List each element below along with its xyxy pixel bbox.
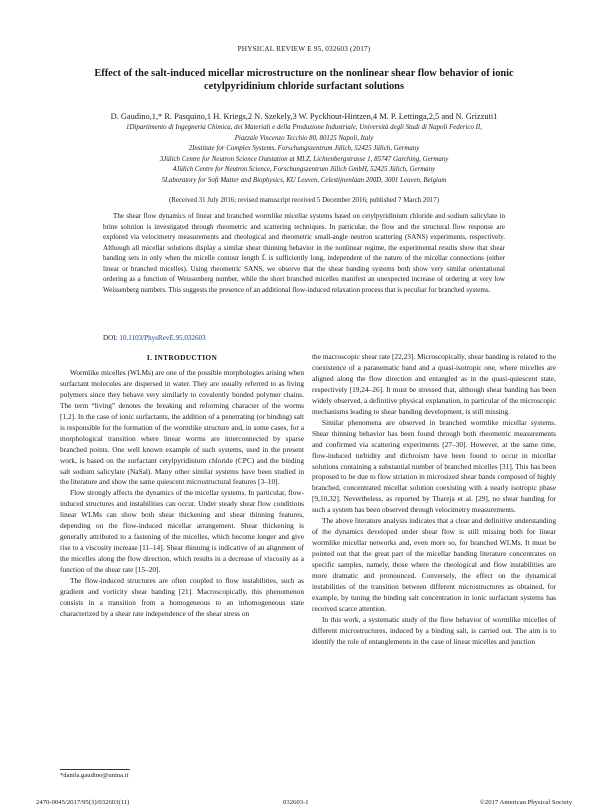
body-paragraph: Similar phenomena are observed in branched wormlike micellar systems. Shear thinning behavior has been found through both rheometric measurements and confirmed via scattering experiments [27–30]. However, at the same time, flow-induced turbidity and dichroism have been found to occur in micellar solutions containing a substantial number of branched micelles [31]. This has been proposed to be due to flow striation in microsized shear bands composed of highly branched, concentrated micellar solution coexisting with a nearly isotropic phase [9,10,32]. Nevertheless, as reported by Thareja et al. [29], no shear banding for such a system has been observed through velocimetry measurements. [312,417,556,515]
right-column [312,352,556,648]
affiliation-line: 3Jülich Centre for Neutron Science Outstation at MLZ, Lichtenbergstrasse 1, 85747 Garching, Germany [159,155,449,163]
doi-link[interactable]: 10.1103/PhysRevE.95.032603 [119,334,206,342]
footer-page-number: 032603-1 [283,799,309,806]
corresponding-author-footnote[interactable]: *danila.gaudino@unina.it [60,772,129,779]
affiliation-line: 4Jülich Centre for Neutron Science, Forschungszentrum Jülich GmbH, 52425 Jülich, Germany [172,166,436,174]
section-heading: I. INTRODUCTION [146,353,218,362]
body-paragraph: the macroscopic shear rate [22,23]. Microscopically, shear banding is related to the coexistence of a paranematic band and a quasi-isotropic one, where micelles are aligned along the flow direction and entangled as in the quasi-quiescent state, respectively [19,24–26]. It must be stressed that, although shear banding has been widely observed, a definitive physical explanation, in particular of the microscopic mechanisms leading to shear banding development, is still missing. [312,352,556,416]
affiliation-line: 5Laboratory for Soft Matter and Biophysics, KU Leuven, Celestijnenlaan 200D, 3001 Leuven, Belgium [161,176,447,184]
footer-copyright: ©2017 American Physical Society [479,799,572,806]
affiliations [40,123,568,187]
abstract: The shear flow dynamics of linear and branched wormlike micellar systems based on cetylpyridinium chloride and sodium salicylate in brine solution is investigated through rheometric and scattering techniques. In particular, the flow and the structural flow response are explored via velocimetry measurements and rheological and rheometric small-angle neutron scattering (SANS) experiments, respectively. Although all micellar solutions display a similar shear thinning behavior in the nonlinear regime, the experimental results show that shear banding sets in only when the micelle contour length L̄ is sufficiently long, independent of the nature of the micellar connections (either linear or branched micelles). Using rheometric SANS, we observe that the shear banding systems both show very similar orientational ordering as a function of Weissenberg number, while the short branched micelles manifest an unexpected increase of ordering at very low Weissenberg numbers. This suggests the presence of an additional flow-induced relaxation process that is peculiar for branched systems. [103,212,505,294]
body-paragraph: In this work, a systematic study of the flow behavior of wormlike micelles of different microstructures, induced by a binding salt, is carried out. The aim is to identify the role of entanglements in the case of linear micelles and junction [312,614,556,646]
body-paragraph: Wormlike micelles (WLMs) are one of the possible morphologies arising when surfactant molecules are dispersed in water. They are usually referred to as living polymers since they behave very similarly to covalently bonded polymer chains. The term “living” denotes the breaking and reforming character of the worms [1,2]. In the case of ionic surfactants, the addition of a penetrating (or binding) salt is responsible for the formation of the wormlike structure and, in some cases, for a morphological transition where linear worms are interconnected by sparse branched points. One well known example of such systems, used in the present work, is based on the surfactant cetylpyridinium chloride (CPC) and the binding salt sodium salicylate (NaSal). Many other similar systems have been studied in the literature and show the same quiescent microstructural features [3–10]. [60,367,304,487]
body-paragraph: Flow strongly affects the dynamics of the micellar systems. In particular, flow-induced structures and instabilities can occur. Under steady shear flow conditions linear WLMs can show both shear thickening and shear thinning features, depending on the flow-induced micellar arrangement. Shear thickening is generally attributed to a fastening of the micelles, which become longer and give rise to a viscosity increase [11–14]. Shear thinning is indicative of an alignment of the micelles along the flow direction, which results in a decrease of viscosity as a function of the shear rate [15–20]. [60,488,304,575]
left-column [60,353,304,620]
journal-header: PHYSICAL REVIEW E 95, 032603 (2017) [237,45,371,53]
footer-issn: 2470-0045/2017/95(3)/032603(11) [36,799,130,806]
affiliation-line: 1Dipartimento di Ingegneria Chimica, dei Materiali e della Produzione Industriale, Università degli Studi di Napoli Federico II, [126,124,482,131]
footnote-divider [60,769,130,770]
author-list: D. Gaudino,1,* R. Pasquino,1 H. Kriegs,2 N. Szekely,3 W. Pyckhout-Hintzen,4 M. P. Lettinga,2,5 and N. Grizzuti1 [110,112,498,121]
doi-label: DOI: [103,334,118,342]
body-paragraph: The above literature analysis indicates that a clear and definitive understanding of the dynamics developed under shear flow is still missing both for linear wormlike micellar networks and, even more so, for branched WLMs. It must be pointed out that the great part of the micellar banding literature concentrates on specific samples, namely, those where the rheological and flow instabilities are more dramatic and pronounced. Conversely, the effect on the dynamical instabilities of the transition between different microstructures as obtained, for example, by tuning the binding salt concentration in ionic surfactant systems has received scarce attention. [312,516,556,613]
article-title: Effect of the salt-induced micellar microstructure on the nonlinear shear flow behavior of ionic cetylpyridinium chloride surfactant solutions [94,68,514,92]
doi-line [103,334,206,342]
received-dates: (Received 31 July 2016; revised manuscript received 5 December 2016; published 7 March 2017) [169,197,439,204]
affiliation-line: Piazzale Vincenzo Tecchio 80, 80125 Napoli, Italy [234,134,374,142]
body-paragraph: The flow-induced structures are often coupled to flow instabilities, such as gradient and vorticity shear banding [21]. Macroscopically, this phenomenon consists in a transition from a homogeneous to an inhomogeneous state characterized by a shear rate independence of the shear stress on [60,576,304,618]
affiliation-line: 2Institute for Complex Systems, Forschungszentrum Jülich, 52425 Jülich, Germany [188,145,420,153]
